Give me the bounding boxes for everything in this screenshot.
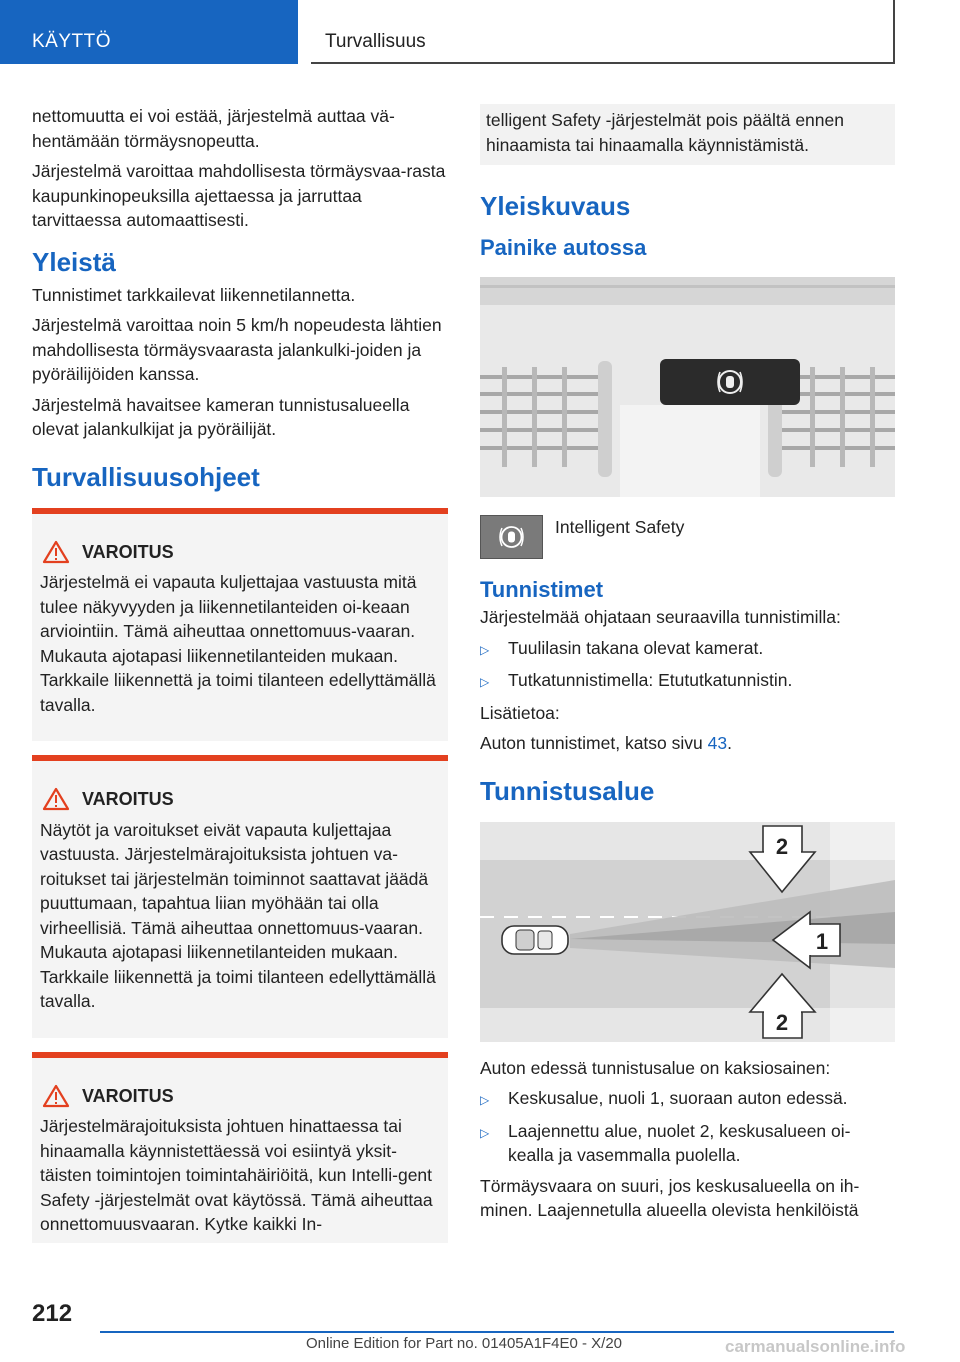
list-item: ▷ Keskusalue, nuoli 1, suoraan auton edessä. [480,1086,895,1113]
heading-detection-area: Tunnistusalue [480,775,655,806]
warning-icon [42,1084,70,1108]
warning-icon [42,787,70,811]
paragraph: Lisätietoa: [480,702,560,723]
list-item: ▷ Laajennettu alue, nuolet 2, keskusalueen oi-kealla ja vasemmalla puolella. [480,1119,895,1168]
list-item: ▷ Tutkatunnistimella: Etututkatunnistin. [480,668,895,695]
button-legend [480,515,895,559]
paragraph: Järjestelmää ohjataan seuraavilla tunnistimilla: [480,607,841,627]
arrow-label: 2 [775,833,789,859]
dashboard-button-illustration [480,277,895,497]
heading-safety: Turvallisuusohjeet [32,461,260,492]
bullet-icon: ▷ [480,642,490,657]
page-number: 212 [32,1300,73,1327]
footer-divider [100,1331,894,1333]
paragraph: Tunnistimet tarkkailevat liikennetilannetta. [32,284,356,305]
detection-area-diagram [480,822,895,1042]
paragraph: Järjestelmä varoittaa noin 5 km/h nopeudesta lähtien mahdollisesta törmäysvaarasta jalankulki-joiden ja pyöräilijöiden kanssa. [32,315,442,384]
watermark: carmanualsonline.info [725,1337,906,1356]
page-link[interactable]: 43 [707,733,728,753]
warning-continuation: telligent Safety -järjestelmät pois päältä ennen hinaamista tai hinaamalla käynnistämistä. [480,104,895,165]
heading-overview: Yleiskuvaus [480,191,631,221]
warning-box [32,755,448,1038]
arrow-label: 1 [815,928,829,954]
warning-text: Järjestelmärajoituksista johtuen hinattaessa tai hinaamalla käynnistettäessä voi esiintyä yksit-täisten toimintojen toimintahäiriöitä, kun Intelli-gent Safety -järjestelmät ovat käytössä. Tämä aiheuttaa onnettomuusvaaran. Kytke kaikki In- [40,1116,433,1234]
warning-text: Järjestelmä ei vapauta kuljettajaa vastuusta mitä tulee näkyvyyden ja liikennetilanteiden oi-keaan arviointiin. Tämä aiheuttaa onnettomuus-vaaran. Mukauta ajotapasi liikennetilanteiden mukaan. Tarkkaile liikennettä ja toimi tilanteen edellyttämällä tavalla. [40,572,436,715]
section-tab [0,0,298,64]
paragraph: Auton edessä tunnistusalue on kaksiosainen: [480,1057,831,1078]
warning-box [32,1052,448,1243]
bullet-icon: ▷ [480,675,490,689]
heading-sensors: Tunnistimet [480,577,604,602]
list-item: ▷ Tuulilasin takana olevat kamerat. [480,636,895,663]
cross-reference: Auton tunnistimet, katso sivu 43. [480,733,732,753]
intelligent-safety-icon [480,515,543,559]
right-column [480,104,895,1229]
edition-note: Online Edition for Part no. 01405A1F4E0 - X/20 [306,1335,623,1352]
warning-title: VAROITUS [82,789,174,809]
bullet-icon: ▷ [480,1125,490,1140]
paragraph: nettomuutta ei voi estää, järjestelmä auttaa vä-hentämään törmäysnopeutta. [32,106,395,151]
heading-button: Painike autossa [480,235,647,260]
paragraph: Törmäysvaara on suuri, jos keskusalueella on ih-minen. Laajennetulla alueella olevista henkilöistä [480,1175,860,1220]
paragraph: Järjestelmä varoittaa mahdollisesta törmäysvaa-rasta kaupunkinopeuksilla ajettaessa ja jarruttaa tarvittaessa automaattisesti. [32,161,446,230]
section-title: KÄYTTÖ [32,31,112,52]
chapter-title: Turvallisuus [325,31,426,52]
warning-title: VAROITUS [82,541,174,562]
chapter-header [311,0,895,64]
left-column [32,104,448,1257]
car-icon [502,926,568,954]
paragraph: Järjestelmä havaitsee kameran tunnistusalueella olevat jalankulkijat ja pyöräilijät. [32,394,410,439]
button-caption: Intelligent Safety [555,517,685,537]
warning-box [32,508,448,742]
heading-general: Yleistä [32,246,116,277]
arrow-label: 2 [775,1009,789,1035]
bullet-icon: ▷ [480,1093,490,1107]
warning-text: Näytöt ja varoitukset eivät vapauta kuljettajaa vastuusta. Järjestelmärajoituksista johtuen va-roitukset tai järjestelmän toiminnot saattavat jäädä puuttumaan, tapahtua liian myöhään tai olla virheellisiä. Tämä aiheuttaa onnettomuus-vaaran. Mukauta ajotapasi liikennetilanteiden mukaan. Tarkkaile liikennettä ja toimi tilanteen edellyttämällä tavalla. [40,819,436,1011]
warning-title: VAROITUS [82,1085,174,1106]
warning-icon [42,540,70,564]
